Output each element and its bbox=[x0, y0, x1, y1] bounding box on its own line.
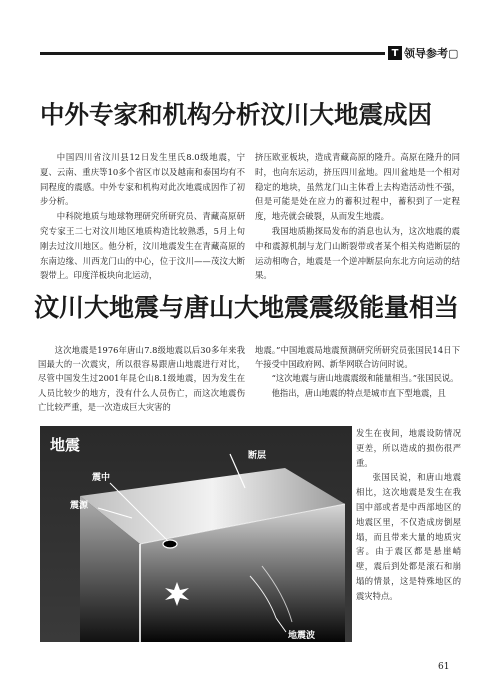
article2-paragraph: 他指出，唐山地震的特点是城市直下型地震，且 bbox=[271, 387, 446, 398]
article1-paragraph: 中国四川省汶川县12日发生里氏8.0级地震，宁夏、云南、重庆等10多个省区市以及越南和泰国均有不同程度的震感。中外专家和机构对此次地震成因作了初步分析。 bbox=[40, 152, 245, 207]
label-focus: 震源 bbox=[70, 501, 89, 511]
label-waves: 地震波 bbox=[288, 631, 316, 641]
diagram-title: 地震 bbox=[50, 436, 81, 454]
article2-paragraph: 这次地震是1976年唐山7.8级地震以后30多年来我国最大的一次震灾，所以很容易跟唐山地震进行对比，尽管中国发生过2001年昆仑山8.1级地震，因为发生在人员比较少的地方，没有什么人员伤亡，而这次地震伤亡比较严重，是一次造成巨大灾害的 bbox=[38, 345, 245, 412]
article2-paragraph: 地震。”中国地震局地震预测研究所研究员张国民14日下午接受中国政府网、新华网联合访问时说。 bbox=[255, 345, 460, 370]
page-number: 61 bbox=[438, 662, 450, 672]
article1-right-column bbox=[255, 150, 460, 283]
article2-paragraph: 张国民说，和唐山地震相比，这次地震是发生在我国中部或者是中西部地区的地震区里，不仅造成房倒屋塌，而且带来大量的地质灾害。由于震区都是悬崖峭壁，震后到处都是滚石和崩塌的情景，这是特殊地区的震灾特点。 bbox=[356, 472, 461, 601]
article1-title: 中外专家和机构分析汶川大地震成因 bbox=[40, 100, 432, 129]
section-tag-box: T bbox=[388, 46, 402, 60]
article1-paragraph: 挤压欧亚板块，造成青藏高原的隆升。高原在隆升的同时，也向东运动，挤压四川盆地。四川盆地是一个相对稳定的地块，虽然龙门山主体看上去构造活动性不强，但是可能是处在应力的蓄积过程中，蓄积到了一定程度，地壳就会破裂，从而发生地震。 bbox=[255, 152, 460, 222]
article1-paragraph: 我国地质勘探局发布的消息也认为，这次地震的震中和震源机制与龙门山断裂带或者某个相关构造断层的运动相吻合，地震是一个逆冲断层向东北方向运动的结果。 bbox=[255, 225, 460, 281]
header-rule bbox=[40, 52, 385, 55]
article2-left-column bbox=[38, 343, 245, 414]
article1-paragraph: 中科院地质与地球物理研究所研究员、青藏高原研究专家王二七对汶川地区地质构造比较熟悉，5月上旬刚去过汶川地区。他分析，汶川地震发生在青藏高原的东南边缘、川西龙门山的中心，位于汶川——茂汶大断裂带上。印度洋板块向北运动， bbox=[40, 211, 245, 281]
earthquake-diagram bbox=[40, 426, 352, 642]
article2-right-column bbox=[255, 343, 460, 400]
section-tag-label: 领导参考▢ bbox=[404, 47, 459, 60]
earthquake-diagram-svg bbox=[40, 426, 352, 642]
article2-paragraph: “这次地震与唐山地震震级和能量相当。”张国民说。 bbox=[271, 373, 459, 384]
article2-side-column bbox=[356, 426, 461, 604]
section-tag bbox=[388, 45, 458, 61]
article2-paragraph: 发生在夜间，地震设防情况更差，所以造成的损伤很严重。 bbox=[356, 428, 461, 468]
article2-title: 汶川大地震与唐山大地震震级能量相当 bbox=[34, 293, 460, 322]
epicenter-marker bbox=[163, 540, 177, 548]
label-fault: 断层 bbox=[248, 451, 267, 461]
article1-left-column bbox=[40, 150, 245, 283]
label-epicenter: 震中 bbox=[92, 473, 111, 483]
